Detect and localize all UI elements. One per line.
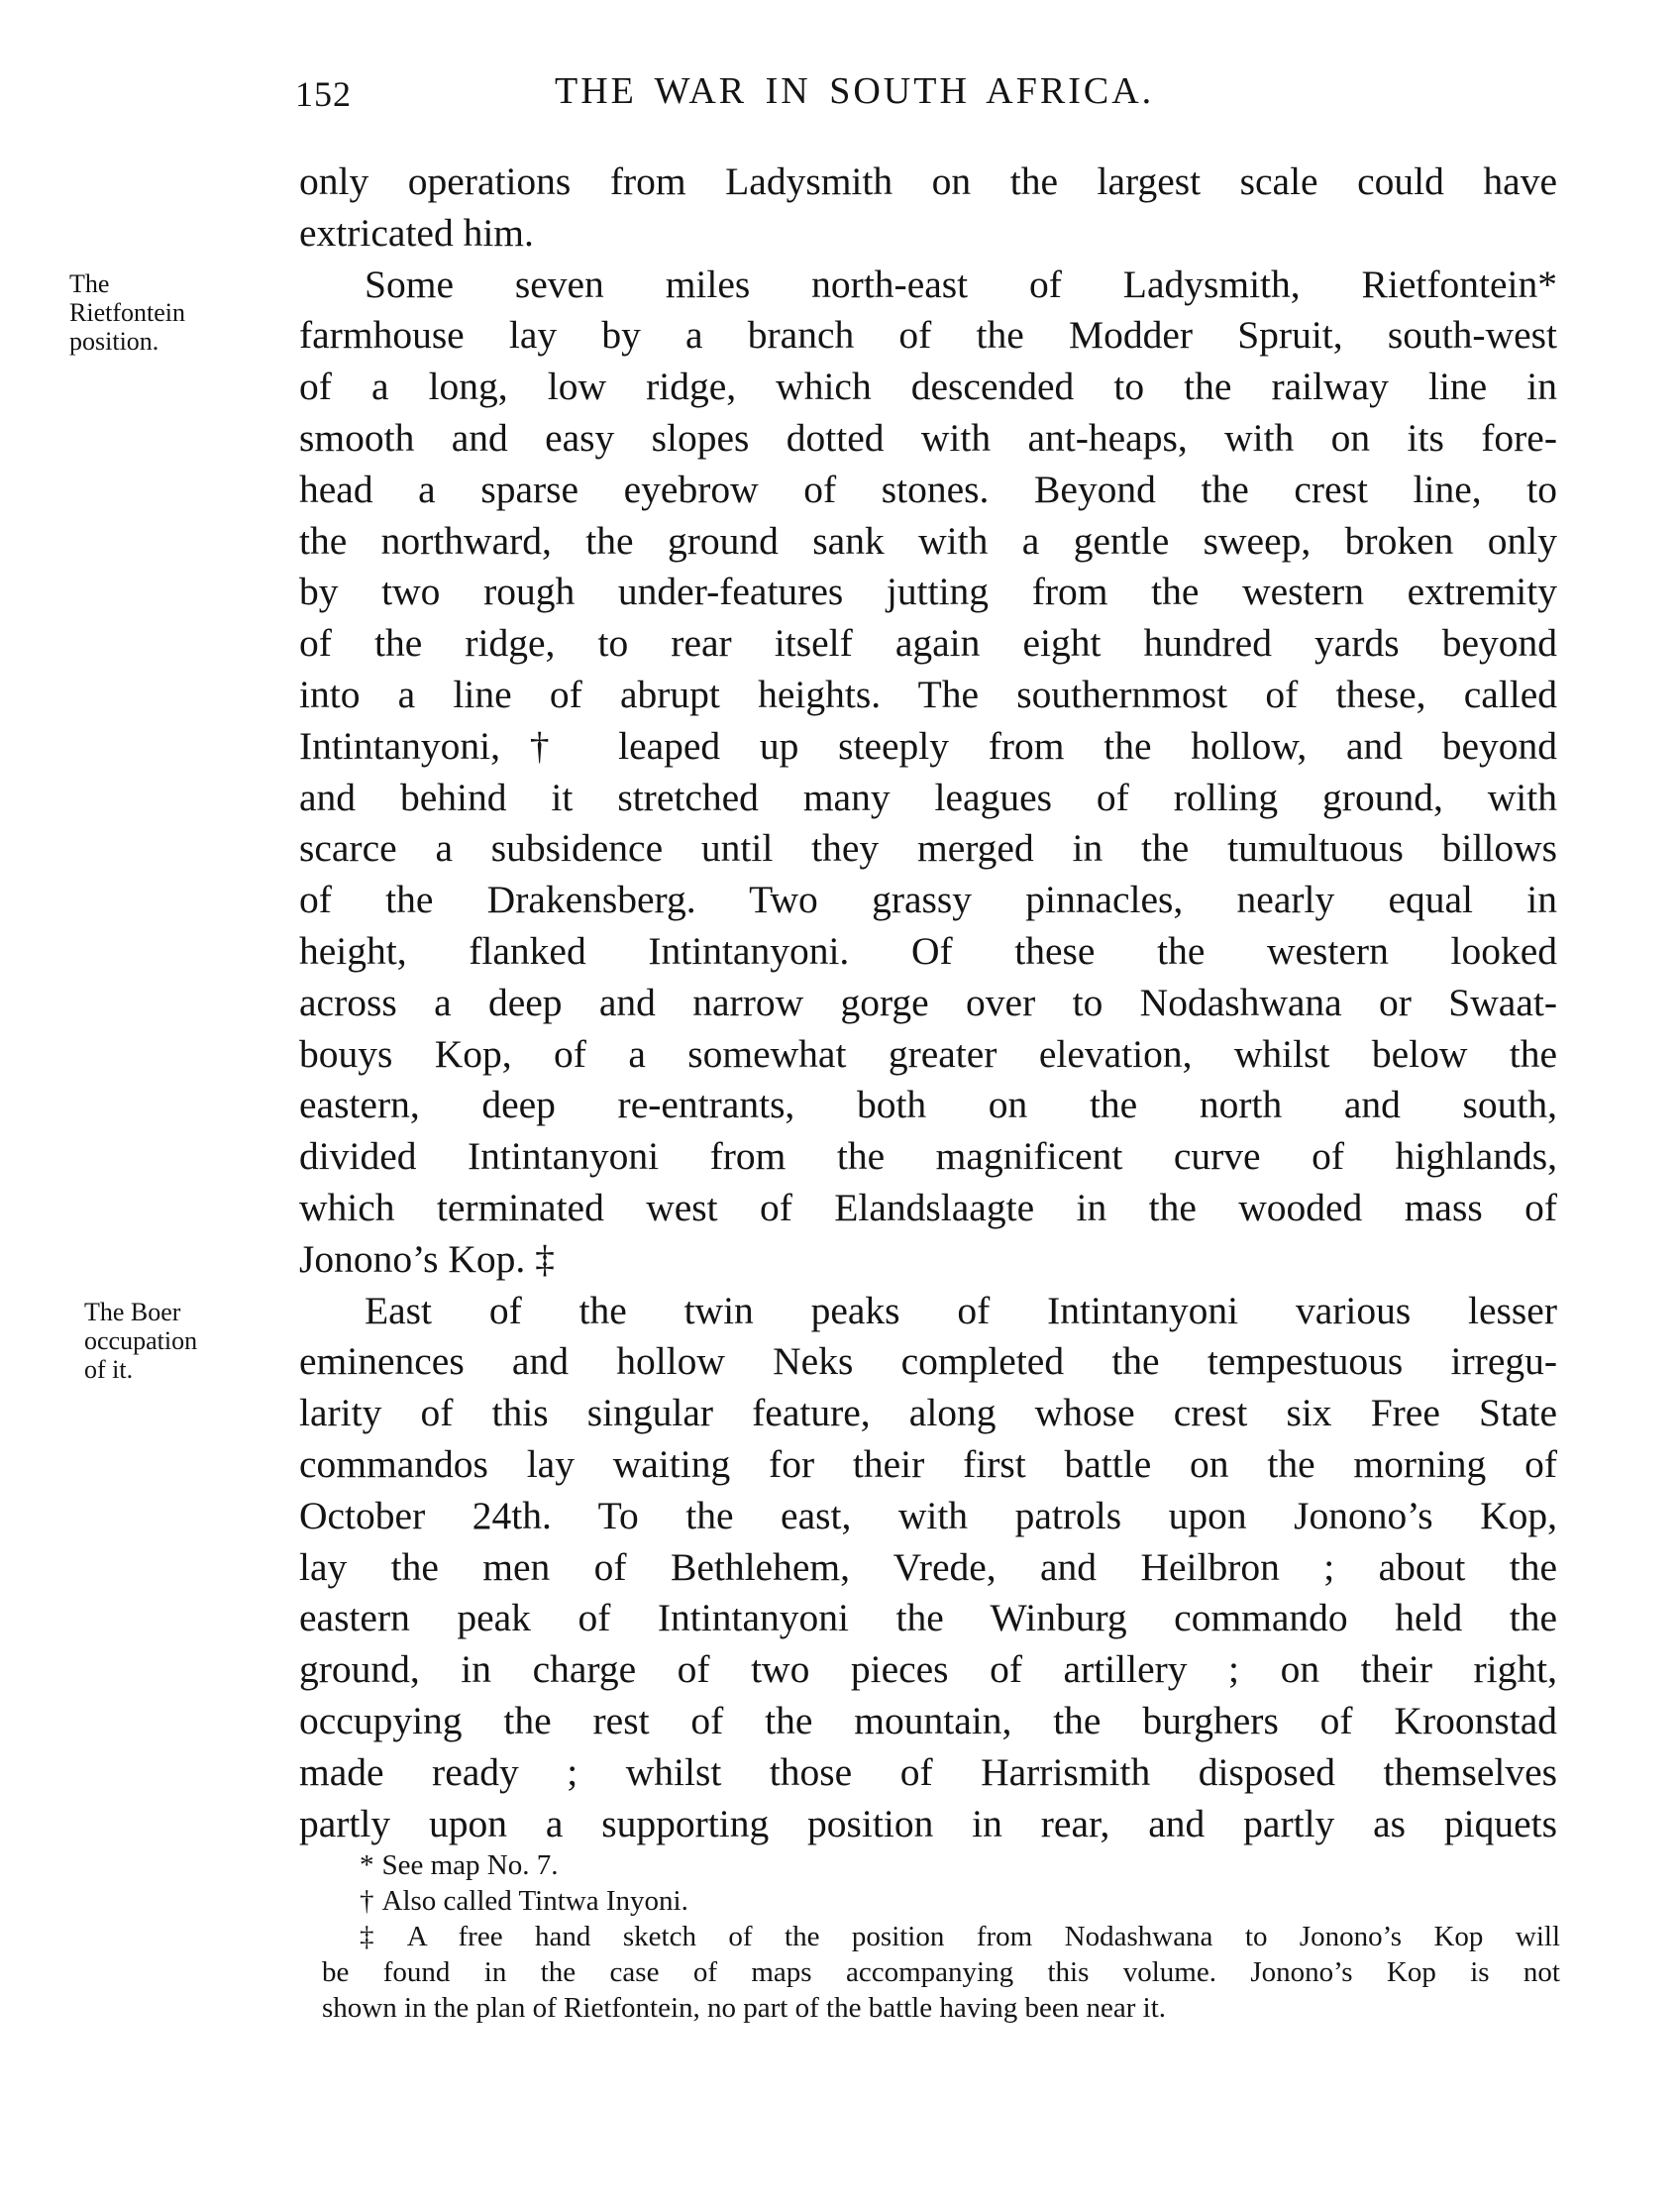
text-line: the northward, the ground sank with a gentle sweep, broken only	[299, 518, 1557, 563]
text-line: occupying the rest of the mountain, the burghers of Kroonstad	[299, 1698, 1557, 1742]
body-text	[299, 157, 1557, 1849]
text-line: lay the men of Bethlehem, Vrede, and Heilbron ; about the	[299, 1544, 1557, 1589]
text-line: of the Drakensberg. Two grassy pinnacles, nearly equal in	[299, 878, 1557, 922]
text-line: head a sparse eyebrow of stones. Beyond the crest line, to	[299, 467, 1557, 511]
text-line: smooth and easy slopes dotted with ant-heaps, with on its fore-	[299, 415, 1557, 460]
paragraph-rietfontein	[299, 260, 1557, 1286]
page-number: 152	[295, 74, 352, 114]
text-line: by two rough under-features jutting from the western extremity	[299, 570, 1557, 614]
text-line: Jonono’s Kop. ‡	[299, 1236, 555, 1281]
text-line: of the ridge, to rear itself again eight hundred yards beyond	[299, 621, 1557, 666]
text-line: partly upon a supporting position in rear, and partly as piquets	[299, 1801, 1557, 1845]
footnote-tintwa	[322, 1883, 1560, 1919]
text-line: East of the twin peaks of Intintanyoni various lesser	[365, 1288, 1557, 1332]
footnote-line: be found in the case of maps accompanying this volume. Jonono’s Kop is not	[322, 1956, 1560, 1988]
text-line: made ready ; whilst those of Harrismith disposed themselves	[299, 1749, 1557, 1794]
sidenote-line: The	[69, 269, 110, 298]
text-line: commandos lay waiting for their first battle on the morning of	[299, 1441, 1557, 1486]
footnotes	[322, 1847, 1560, 2026]
text-line: eastern peak of Intintanyoni the Winburg commando held the	[299, 1596, 1557, 1640]
text-line: eminences and hollow Neks completed the tempestuous irregu-	[299, 1339, 1557, 1384]
footnote-line: shown in the plan of Rietfontein, no part of the battle having been near it.	[322, 1992, 1167, 2024]
text-line: Some seven miles north-east of Ladysmith, Rietfontein*	[365, 262, 1557, 306]
double-dagger-marker: ‡	[360, 1921, 399, 1952]
text-line: into a line of abrupt heights. The southernmost of these, called	[299, 672, 1557, 716]
footnote-line	[322, 1847, 1560, 1883]
dagger-marker: †	[360, 1885, 374, 1917]
text-line: larity of this singular feature, along whose crest six Free State	[299, 1391, 1557, 1435]
sidenote-line: Rietfontein	[69, 298, 185, 327]
asterisk-marker: *	[360, 1849, 374, 1881]
text-line: divided Intintanyoni from the magnificent curve of highlands,	[299, 1134, 1557, 1179]
footnote-text: Also called Tintwa Inyoni.	[381, 1885, 688, 1917]
paragraph-continuation	[299, 157, 1557, 260]
sidenote-line: position.	[69, 327, 159, 356]
text-line: across a deep and narrow gorge over to Nodashwana or Swaat-	[299, 980, 1557, 1024]
text-line: and behind it stretched many leagues of rolling ground, with	[299, 775, 1557, 819]
sidenote-line: occupation	[84, 1326, 198, 1355]
text-line: scarce a subsidence until they merged in the tumultuous billows	[299, 826, 1557, 871]
text-line: only operations from Ladysmith on the largest scale could have	[299, 159, 1557, 203]
text-line: of a long, low ridge, which descended to the railway line in	[299, 365, 1557, 409]
running-head	[295, 69, 1286, 119]
footnote-text: A free hand sketch of the position from Nodashwana to Jonono’s Kop will	[406, 1921, 1561, 1952]
text-line: farmhouse lay by a branch of the Modder Spruit, south-west	[299, 313, 1557, 358]
paragraph-boer-occupation	[299, 1286, 1557, 1850]
text-line: which terminated west of Elandslaagte in the wooded mass of	[299, 1185, 1557, 1229]
text-line: ground, in charge of two pieces of artillery ; on their right,	[299, 1647, 1557, 1692]
text-line: eastern, deep re-entrants, both on the north and south,	[299, 1083, 1557, 1127]
text-line: height, flanked Intintanyoni. Of these the western looked	[299, 928, 1557, 973]
footnote-line	[322, 1883, 1560, 1919]
running-title: THE WAR IN SOUTH AFRICA.	[555, 70, 1155, 112]
footnote-map	[322, 1847, 1560, 1883]
text-line: extricated him.	[299, 210, 534, 255]
footnote-line	[322, 1919, 1560, 1954]
sidenote-line: of it.	[84, 1355, 134, 1384]
text-line: October 24th. To the east, with patrols upon Jonono’s Kop,	[299, 1493, 1557, 1537]
sidenote-rietfontein-position	[69, 269, 248, 356]
footnote-sketch	[322, 1919, 1560, 2026]
footnote-text: See map No. 7.	[381, 1849, 559, 1881]
text-line: bouys Kop, of a somewhat greater elevation, whilst below the	[299, 1031, 1557, 1076]
sidenote-boer-occupation	[84, 1298, 262, 1384]
sidenote-line: The Boer	[84, 1298, 181, 1326]
text-line: Intintanyoni,† leaped up steeply from the hollow, and beyond	[299, 723, 1557, 768]
